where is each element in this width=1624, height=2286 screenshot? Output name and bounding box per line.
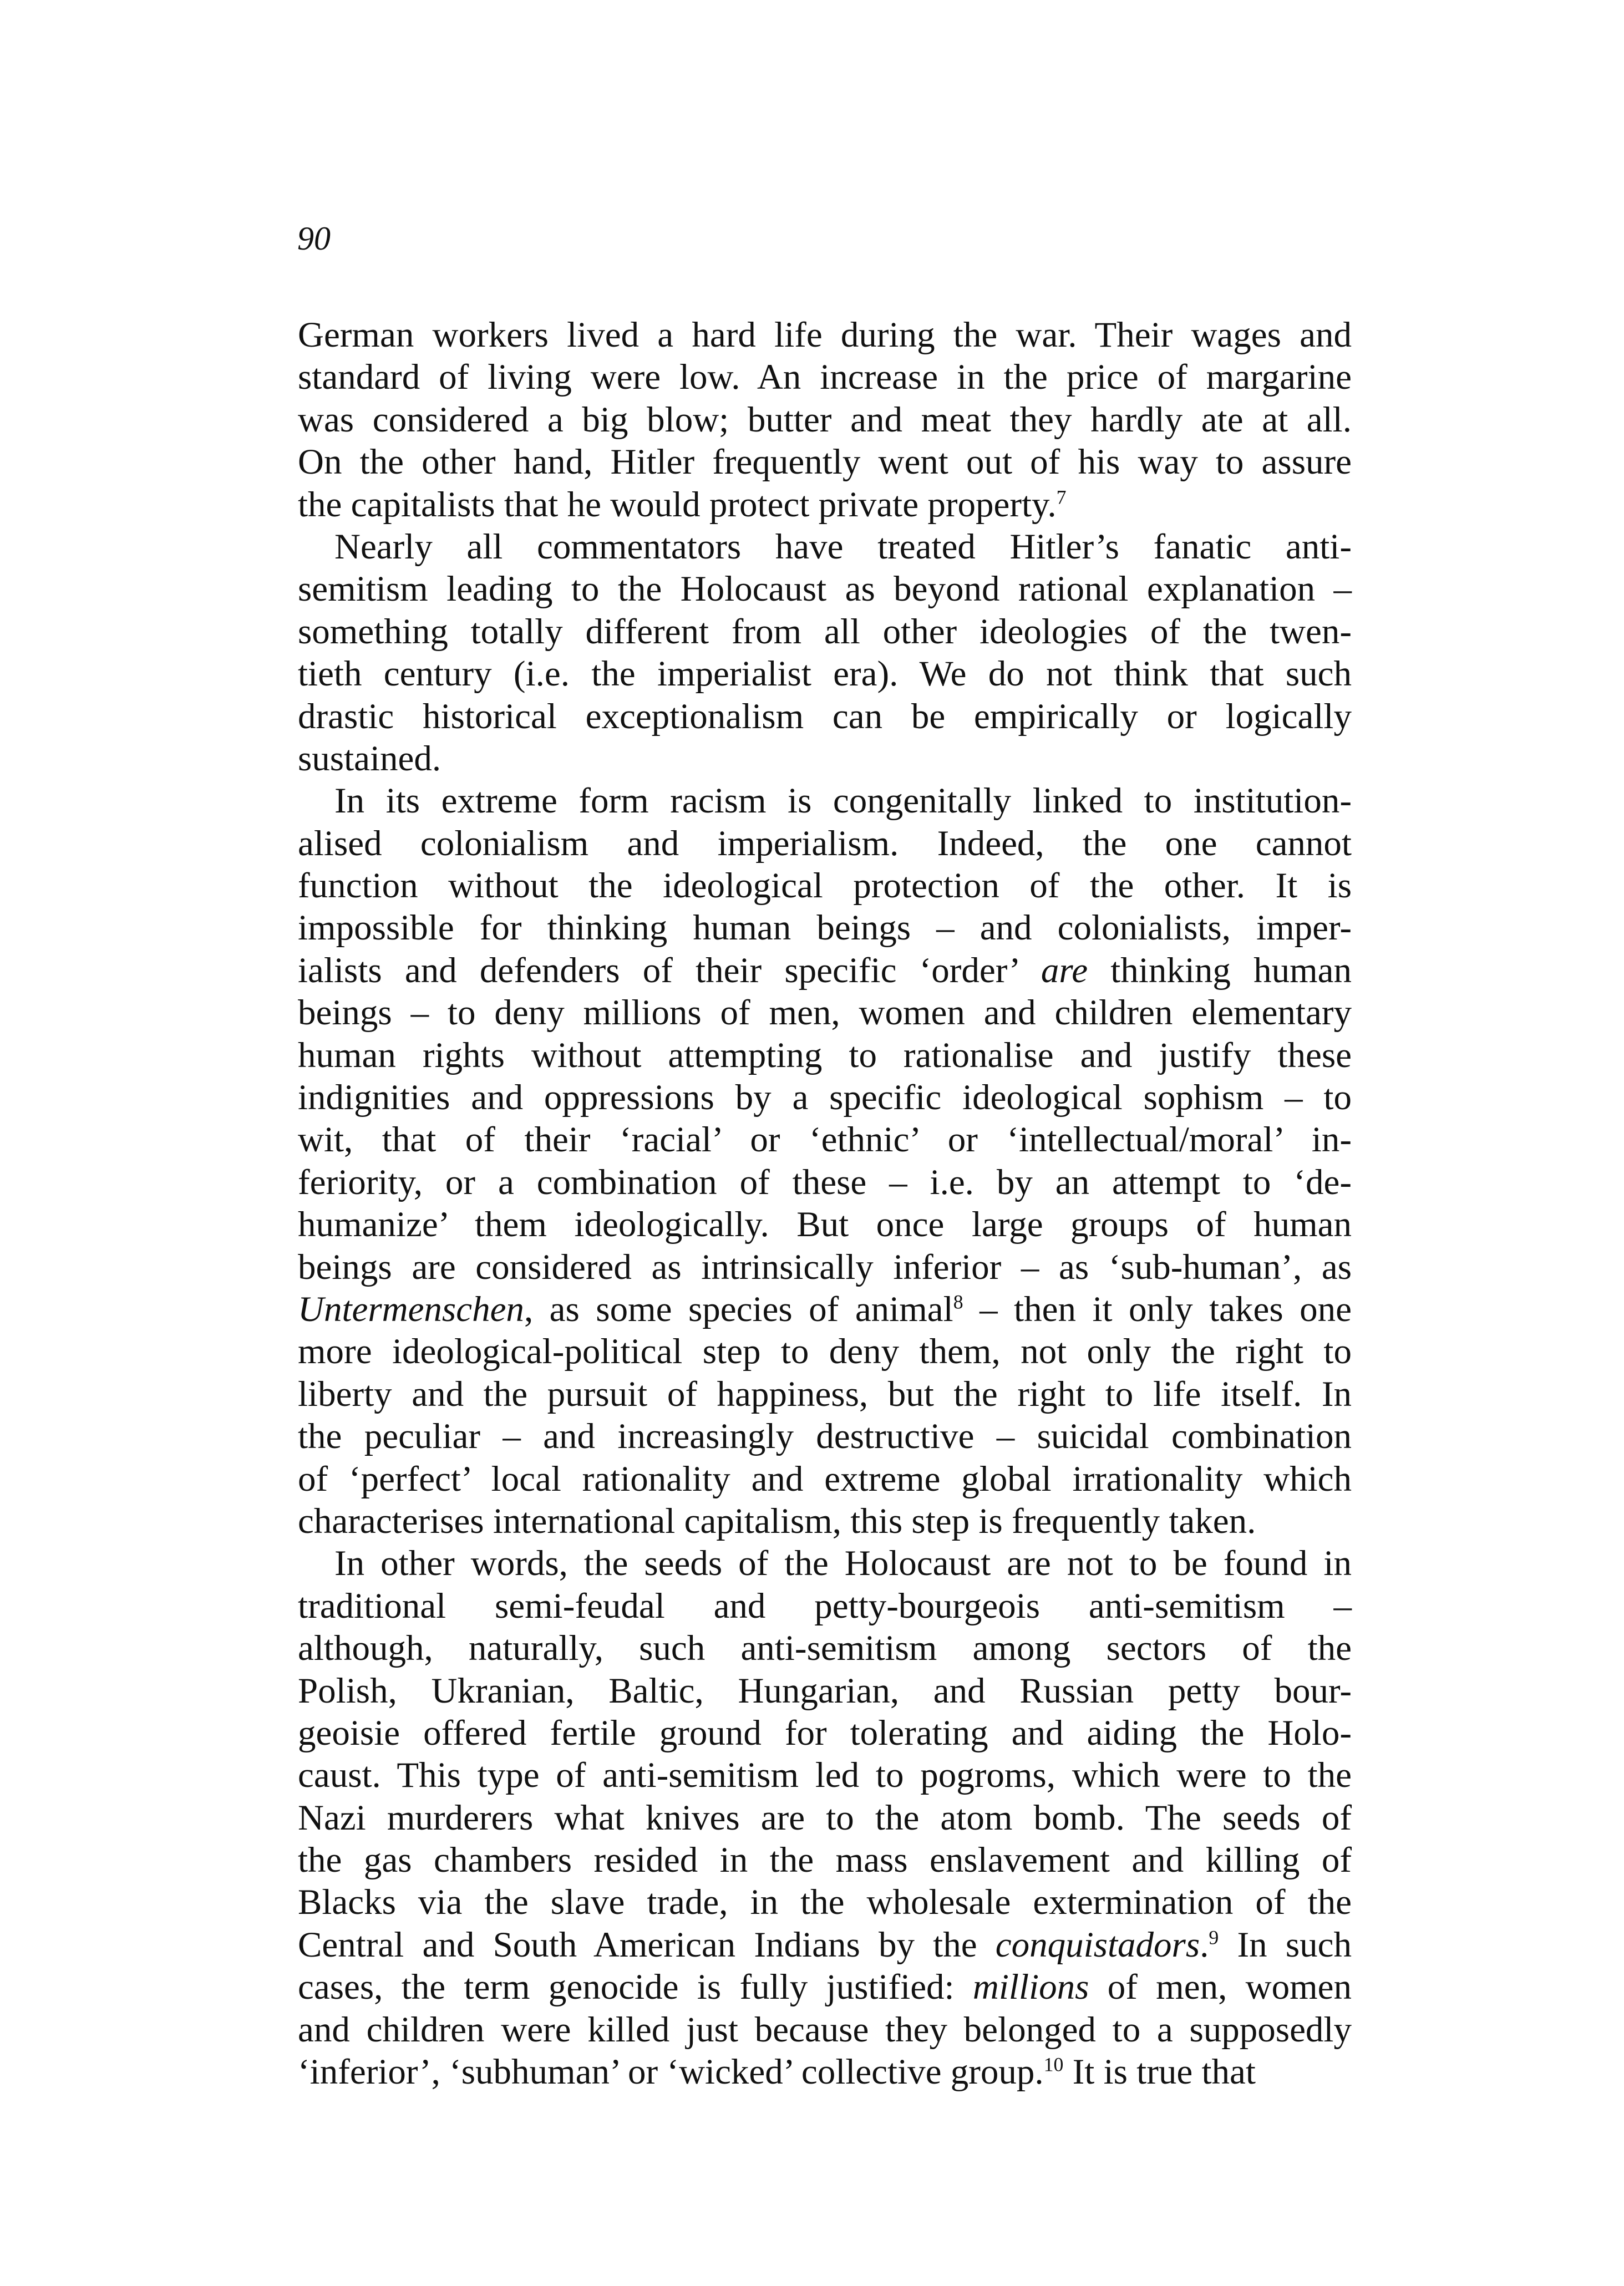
text-segment: cases, the term genocide is fully justified: bbox=[298, 1967, 973, 2008]
text-segment: In its extreme form racism is congenitally linked to institution- bbox=[334, 781, 1352, 821]
italic-text: are bbox=[1041, 950, 1088, 990]
text-line bbox=[298, 865, 1352, 907]
text-segment: geoisie offered fertile ground for tolerating and aiding the Holo- bbox=[298, 1713, 1352, 1753]
text-segment: the peculiar – and increasingly destructive – suicidal combination bbox=[298, 1416, 1352, 1457]
text-segment: alised colonialism and imperialism. Indeed, the one cannot bbox=[298, 823, 1352, 863]
text-segment: characterises international capitalism, this step is frequently taken. bbox=[298, 1501, 1256, 1541]
text-segment: ialists and defenders of their specific ‘order’ bbox=[298, 950, 1041, 990]
page-number: 90 bbox=[297, 220, 331, 257]
text-line bbox=[298, 356, 1352, 398]
text-segment: Polish, Ukranian, Baltic, Hungarian, and Russian petty bour- bbox=[298, 1670, 1352, 1711]
text-segment: beings are considered as intrinsically inferior – as ‘sub-human’, as bbox=[298, 1247, 1352, 1287]
text-line bbox=[298, 992, 1352, 1034]
italic-text: Untermenschen bbox=[298, 1289, 524, 1329]
text-line bbox=[298, 1034, 1352, 1076]
text-segment: Blacks via the slave trade, in the wholesale extermination of the bbox=[298, 1882, 1352, 1923]
text-line bbox=[298, 2009, 1352, 2051]
italic-text: millions bbox=[972, 1967, 1089, 2008]
text-line bbox=[298, 484, 1352, 526]
text-segment: On the other hand, Hitler frequently went out of his way to assure bbox=[298, 442, 1352, 482]
text-segment: caust. This type of anti-semitism led to pogroms, which were to the bbox=[298, 1755, 1352, 1796]
text-segment: human rights without attempting to rationalise and justify these bbox=[298, 1035, 1352, 1075]
text-line bbox=[298, 1670, 1352, 1712]
text-line bbox=[298, 314, 1352, 356]
text-segment: sustained. bbox=[298, 738, 441, 779]
text-segment: and children were killed just because they belonged to a supposedly bbox=[298, 2009, 1352, 2050]
text-line bbox=[298, 1203, 1352, 1246]
text-line bbox=[298, 399, 1352, 441]
text-segment: – then it only takes one bbox=[963, 1289, 1352, 1329]
text-segment: standard of living were low. An increase in the price of margarine bbox=[298, 357, 1352, 398]
text-line bbox=[298, 1119, 1352, 1161]
text-line bbox=[298, 441, 1352, 483]
text-line bbox=[298, 2051, 1352, 2093]
text-line bbox=[298, 1585, 1352, 1627]
text-segment: humanize’ them ideologically. But once large groups of human bbox=[298, 1205, 1352, 1245]
text-segment: although, naturally, such anti-semitism among sectors of the bbox=[298, 1628, 1352, 1669]
text-line bbox=[298, 611, 1352, 653]
text-line bbox=[298, 695, 1352, 738]
text-line bbox=[298, 1246, 1352, 1288]
text-line bbox=[298, 1330, 1352, 1373]
text-segment: semitism leading to the Holocaust as beyond rational explanation – bbox=[298, 569, 1352, 609]
text-line bbox=[298, 780, 1352, 822]
text-segment: function without the ideological protection of the other. It is bbox=[298, 866, 1352, 906]
text-line bbox=[298, 1712, 1352, 1754]
text-line bbox=[298, 1415, 1352, 1457]
text-line bbox=[298, 822, 1352, 865]
paragraph bbox=[298, 314, 1352, 526]
text-segment: the capitalists that he would protect private property. bbox=[298, 484, 1057, 525]
text-line bbox=[298, 1458, 1352, 1500]
text-segment: was considered a big blow; butter and meat they hardly ate at all. bbox=[298, 399, 1352, 440]
text-line bbox=[298, 653, 1352, 695]
text-line bbox=[298, 526, 1352, 568]
text-segment: more ideological-political step to deny them, not only the right to bbox=[298, 1332, 1352, 1372]
text-segment: indignities and oppressions by a specific ideological sophism – to bbox=[298, 1078, 1352, 1118]
text-line bbox=[298, 1542, 1352, 1584]
text-line bbox=[298, 1076, 1352, 1119]
text-segment: the gas chambers resided in the mass enslavement and killing of bbox=[298, 1840, 1352, 1881]
text-segment: something totally different from all other ideologies of the twen- bbox=[298, 611, 1352, 652]
text-segment: beings – to deny millions of men, women and children elementary bbox=[298, 993, 1352, 1033]
text-segment: German workers lived a hard life during the war. Their wages and bbox=[298, 315, 1352, 355]
body-text bbox=[298, 314, 1352, 2093]
text-line bbox=[298, 949, 1352, 992]
text-line bbox=[298, 1373, 1352, 1415]
text-segment: wit, that of their ‘racial’ or ‘ethnic’ or ‘intellectual/moral’ in- bbox=[298, 1120, 1352, 1160]
text-line bbox=[298, 1797, 1352, 1839]
footnote-marker: 8 bbox=[953, 1291, 963, 1313]
text-line bbox=[298, 907, 1352, 949]
text-segment: Nazi murderers what knives are to the atom bomb. The seeds of bbox=[298, 1797, 1352, 1838]
text-segment: tieth century (i.e. the imperialist era). We do not think that such bbox=[298, 654, 1352, 694]
text-segment: impossible for thinking human beings – and colonialists, imper- bbox=[298, 908, 1352, 948]
footnote-marker: 10 bbox=[1043, 2053, 1064, 2076]
text-line bbox=[298, 1161, 1352, 1203]
text-segment: thinking human bbox=[1088, 950, 1352, 990]
text-line bbox=[298, 1500, 1352, 1542]
italic-text: conquistadors bbox=[995, 1924, 1200, 1965]
text-segment: Nearly all commentators have treated Hitler’s fanatic anti- bbox=[334, 526, 1352, 567]
text-line bbox=[298, 1924, 1352, 1966]
text-segment: ‘inferior’, ‘subhuman’ or ‘wicked’ collective group. bbox=[298, 2052, 1044, 2092]
text-segment: traditional semi-feudal and petty-bourgeois anti-semitism – bbox=[298, 1586, 1352, 1626]
text-line bbox=[298, 1839, 1352, 1881]
text-line bbox=[298, 1754, 1352, 1796]
text-line bbox=[298, 1881, 1352, 1923]
paragraph bbox=[298, 526, 1352, 780]
text-segment: , as some species of animal bbox=[524, 1289, 953, 1329]
text-line bbox=[298, 738, 1352, 780]
text-segment: drastic historical exceptionalism can be empirically or logically bbox=[298, 696, 1352, 736]
paragraph bbox=[298, 780, 1352, 1542]
text-segment: liberty and the pursuit of happiness, but the right to life itself. In bbox=[298, 1374, 1352, 1414]
text-segment: of ‘perfect’ local rationality and extreme global irrationality which bbox=[298, 1459, 1352, 1499]
text-segment: In such bbox=[1219, 1924, 1352, 1965]
text-segment: of men, women bbox=[1089, 1967, 1352, 2008]
text-line bbox=[298, 1966, 1352, 2008]
text-line bbox=[298, 1288, 1352, 1330]
text-segment: In other words, the seeds of the Holocaust are not to be found in bbox=[334, 1543, 1352, 1584]
footnote-marker: 7 bbox=[1056, 485, 1067, 508]
text-segment: feriority, or a combination of these – i.e. by an attempt to ‘de- bbox=[298, 1162, 1352, 1202]
text-line bbox=[298, 568, 1352, 610]
text-line bbox=[298, 1627, 1352, 1669]
text-segment: . bbox=[1200, 1924, 1209, 1965]
footnote-marker: 9 bbox=[1209, 1926, 1219, 1949]
text-segment: It is true that bbox=[1063, 2052, 1256, 2092]
paragraph bbox=[298, 1542, 1352, 2093]
text-segment: Central and South American Indians by the bbox=[298, 1924, 996, 1965]
